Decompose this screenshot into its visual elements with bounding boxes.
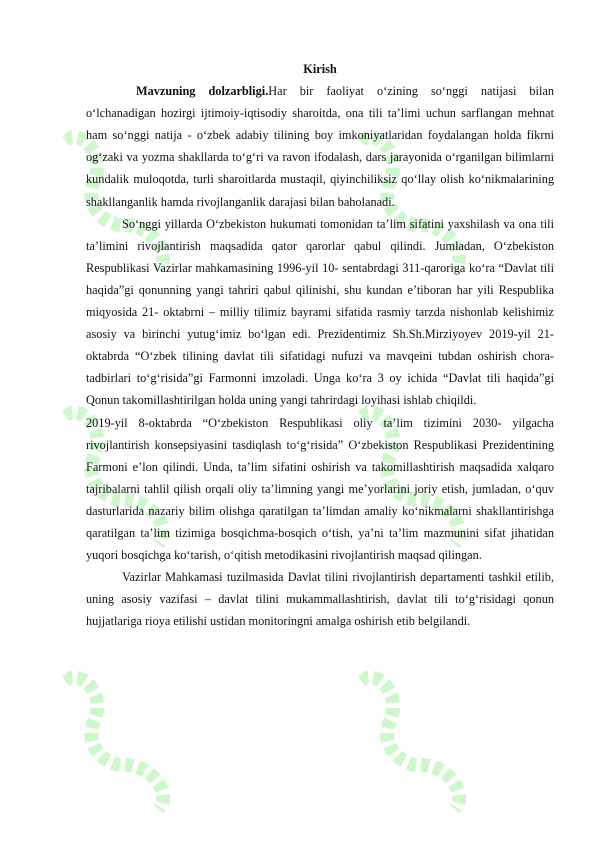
paragraph-lead: Mavzuning dolzarbligi. [136, 84, 269, 99]
paragraph-government-decrees: So‘nggi yillarda O‘zbekiston hukumati tomonidan ta’lim sifatini yaxshilash va ona tili ta’limini rivojlantirish maqsadida qator qarorlar qabul qilindi. Jumladan, O‘zbekiston Respublikasi Vazirlar mahkamasining 1996-yil 10- sentabrdagi 311-qaroriga ko‘ra “Davlat tili haqida”gi qonunning yangi tahriri qabul qilinishi, shu kundan e’tiboran har yili Respublika miqyosida 21- oktabrni – milliy tilimiz bayrami sifatida rasmiy tarzda nishonlab kelishimiz asosiy va birinchi yutug‘imiz bo‘lgan edi. Prezidentimiz Sh.Sh.Mirziyoyev 2019-yil 21- oktabrda “O‘zbek tilining davlat tili sifatidagi nufuzi va mavqeini tubdan oshirish chora-tadbirlari to‘g‘risida”gi Farmonni imzoladi. Unga ko‘ra 3 oy ichida “Davlat tili haqida”gi Qonun takomillashtirilgan holda uning yangi tahrirdagi loyihasi ishlab chiqildi. [86, 216, 554, 408]
watermark-logo-icon [334, 659, 482, 832]
paragraph-relevance [86, 80, 554, 213]
paragraph-text: Har bir faoliyat o‘zining so‘nggi natijasi bilan o‘lchanadigan hozirgi ijtimoiy-iqtisodiy sharoitda, ona tili ta’limi uchun sarflangan mehnat ham so‘nggi natija - o‘zbek adabiy tilining boy imkoniyatlaridan foydalangan holda fikrni og‘zaki va yozma shakllarda to‘g‘ri va ravon ifodalash, dars jarayonida o‘rganilgan bilimlarni kundalik muloqotda, turli sharoitlarda mustaqil, qiyinchiliksiz qo‘llay olish ko‘nikmalarining shakllanganlik hamda rivojlanganlik darajasi bilan baholanadi. [86, 84, 554, 209]
section-title: Kirish [303, 62, 337, 76]
document-body [86, 58, 554, 632]
watermark-logo-icon [38, 659, 186, 832]
paragraph-language-department: Vazirlar Mahkamasi tuzilmasida Davlat tilini rivojlantirish departamenti tashkil etilib, uning asosiy vazifasi – davlat tilini mukammallashtirish, davlat tili to‘g‘risidagi qonun hujjatlariga rioya etilishi ustidan monitoringni amalga oshirish etib belgilandi. [86, 570, 554, 629]
paragraph-higher-education-concept: 2019-yil 8-oktabrda “O‘zbekiston Respublikasi oliy ta’lim tizimini 2030- yilgacha rivojlantirish konsepsiyasini tasdiqlash to‘g‘risida” O‘zbekiston Respublikasi Prezidentining Farmoni e’lon qilindi. Unda, ta’lim sifatini oshirish va takomillashtirish maqsadida xalqaro tajribalarni tahlil qilish orqali oliy ta’limning yangi me’yorlarini joriy etish, jumladan, o‘quv dasturlarida nazariy bilim olishga qaratilgan ta’limdan amaliy ko‘nikmalarni shakllantirishga qaratilgan ta’lim tizimiga bosqichma-bosqich o‘tish, ya’ni ta’lim mazmunini sifat jihatidan yuqori bosqichga ko‘tarish, o‘qitish metodikasini rivojlantirish maqsad qilingan. [86, 415, 554, 563]
